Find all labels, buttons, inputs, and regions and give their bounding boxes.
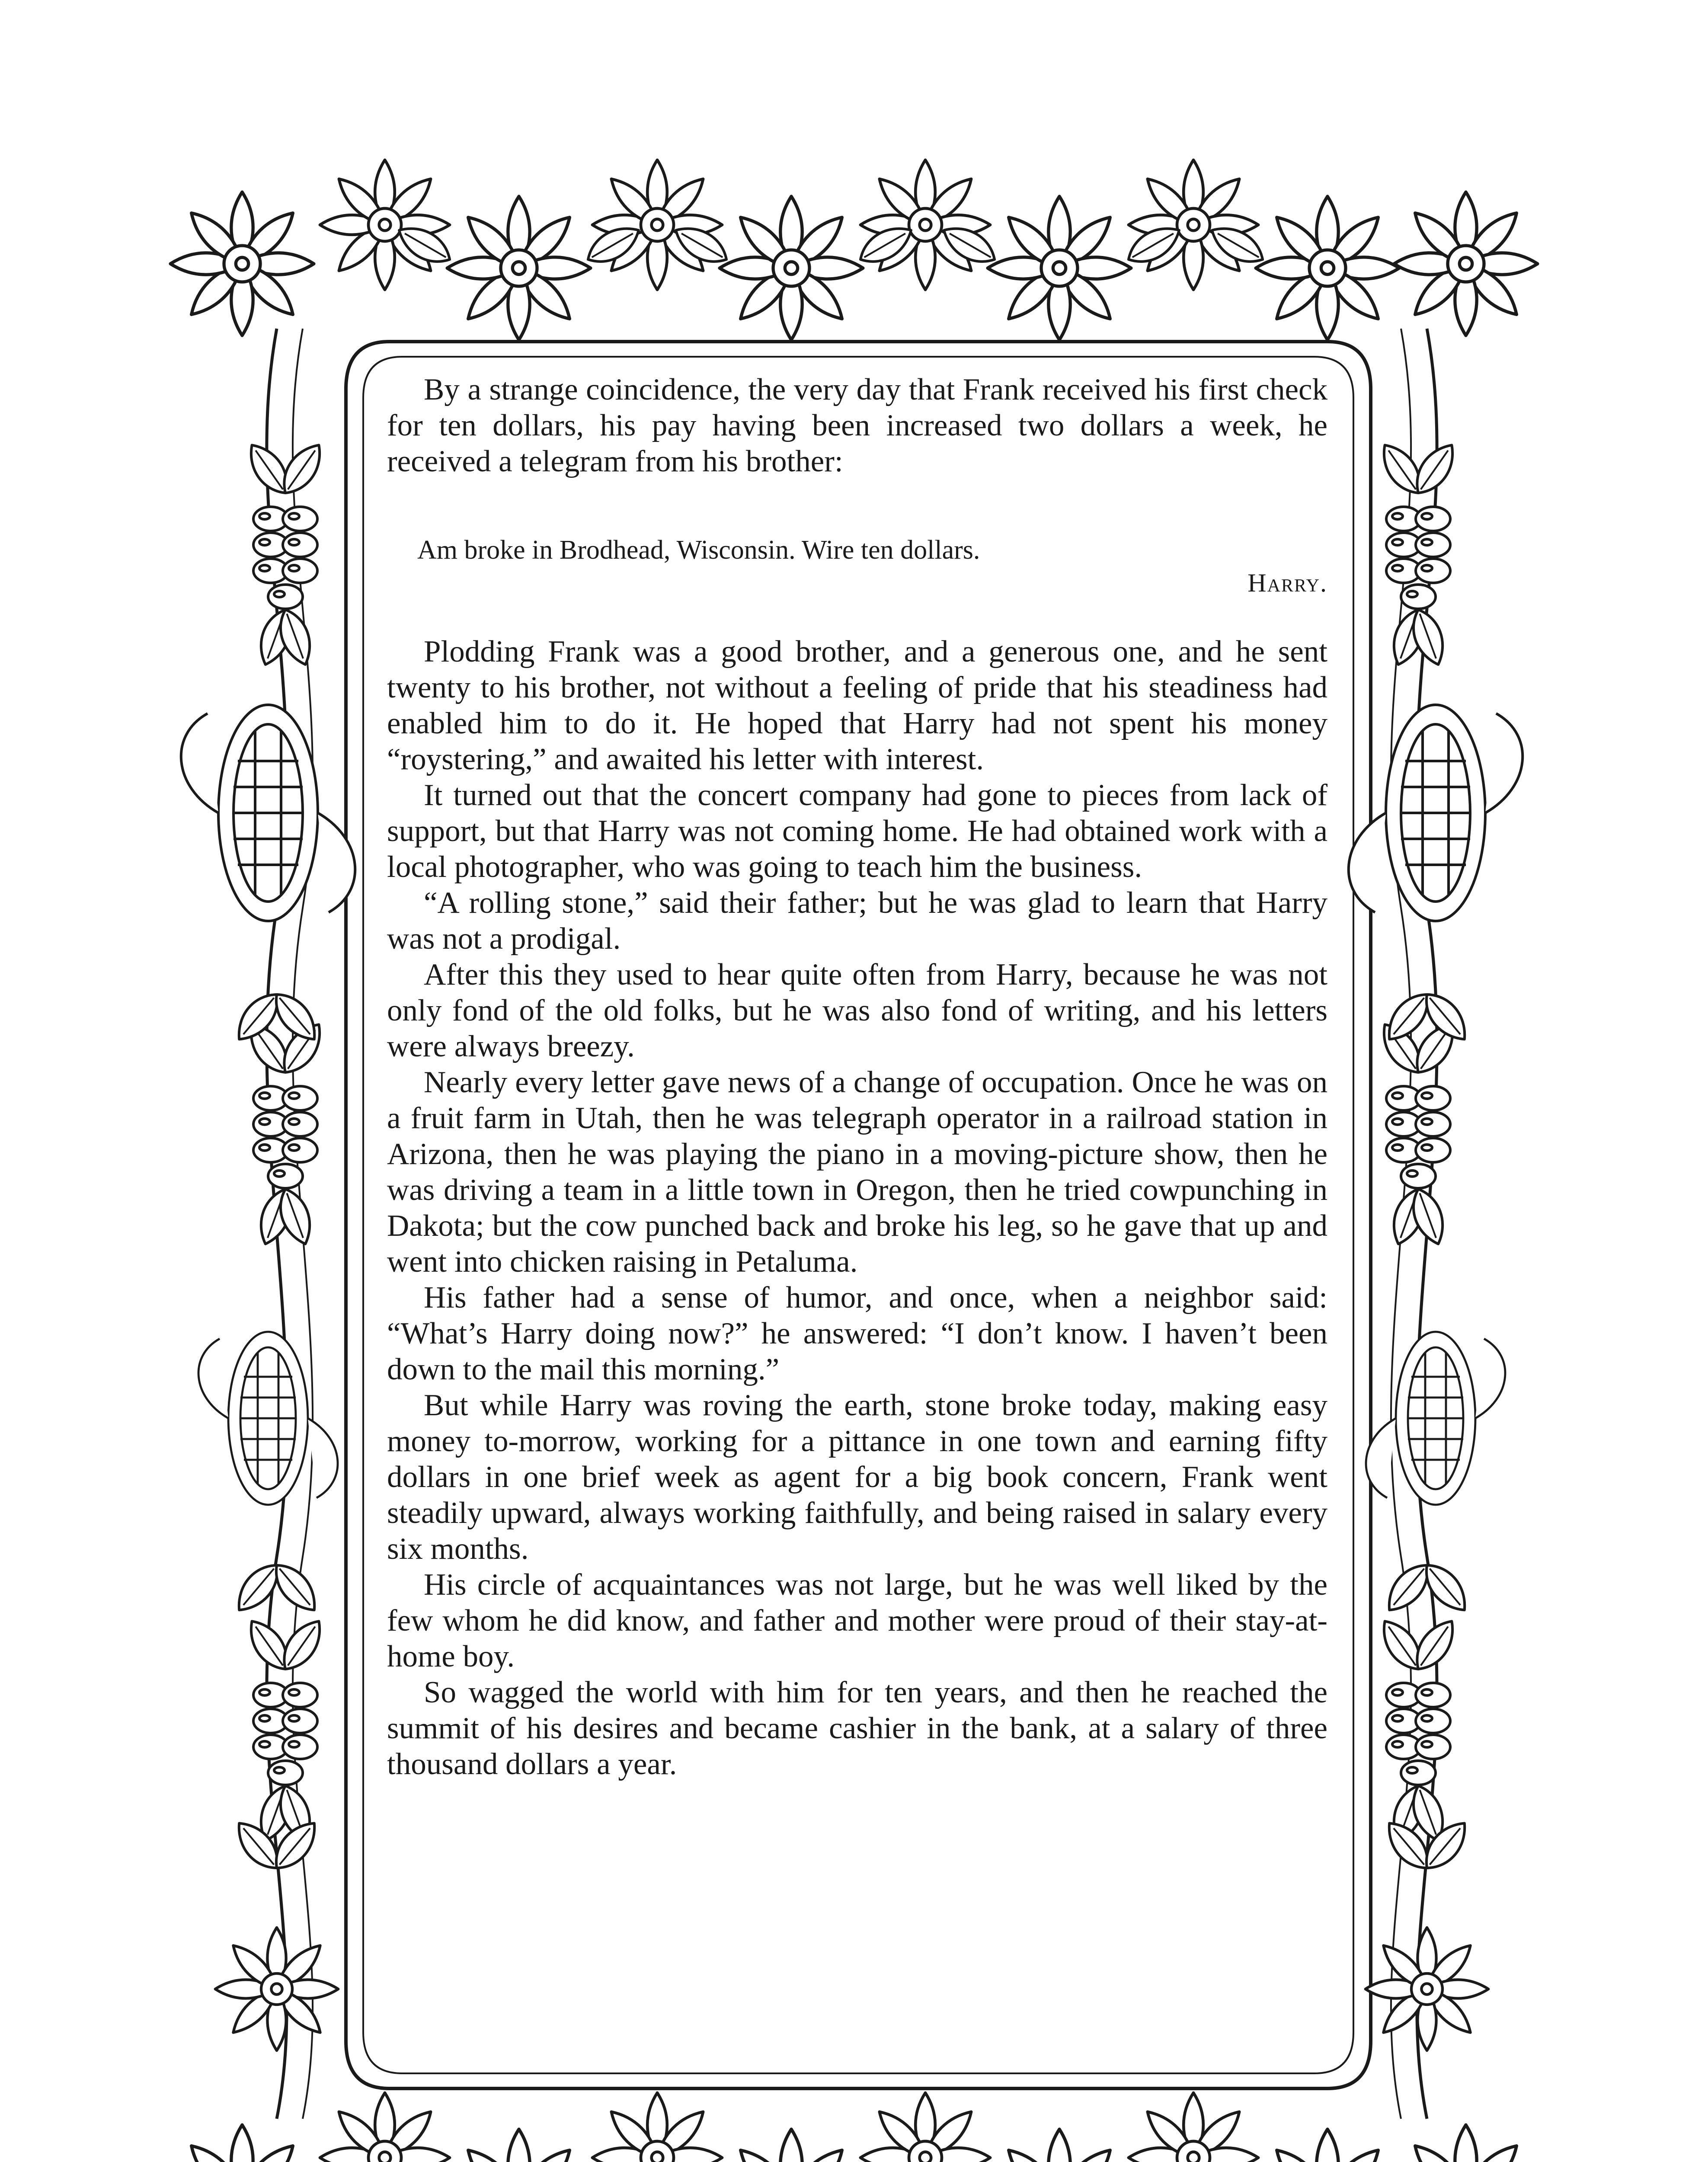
- paragraph: His circle of acquaintances was not large, but he was well liked by the few whom he did know, and father and mother were proud of their stay-at-home boy.: [387, 1568, 1327, 1673]
- paragraph: Plodding Frank was a good brother, and a generous one, and he sent twenty to his brother, not without a feeling of pride that his steadiness had enabled him to do it. He hoped that Harry had not spent his money “roystering,” and awaited his letter with interest.: [387, 635, 1327, 776]
- paragraph: So wagged the world with him for ten years, and then he reached the summit of his desires and became cashier in the bank, at a salary of three thousand dollars a year.: [387, 1676, 1327, 1781]
- paragraph: His father had a sense of humor, and once, when a neighbor said: “What’s Harry doing now?” he answered: “I don’t know. I haven’t been down to the mail this morning.”: [387, 1281, 1327, 1386]
- text-panel: [387, 372, 1327, 2071]
- paragraph: After this they used to hear quite often from Harry, because he was not only fond of the old folks, but he was also fond of writing, and his letters were always breezy.: [387, 958, 1327, 1063]
- paragraph: Nearly every letter gave news of a change of occupation. Once he was on a fruit farm in Utah, then he was telegraph operator in a railroad station in Arizona, then he was playing the piano in a moving-picture show, then he was driving a team in a little town in Oregon, then he tried cowpunching in Dakota; but the cow punched back and broke his leg, so he gave that up and went into chicken raising in Petaluma.: [387, 1065, 1327, 1279]
- telegram-signature: Harry.: [1247, 569, 1327, 597]
- paragraph: It turned out that the concert company had gone to pieces from lack of support, but that Harry was not coming home. He had obtained work with a local photographer, who was going to teach him the business.: [387, 778, 1327, 884]
- paragraph: “A rolling stone,” said their father; but he was glad to learn that Harry was not a prodigal.: [387, 886, 1327, 956]
- paragraph-intro: By a strange coincidence, the very day that Frank received his first check for ten dollars, his pay having been increased two dollars a week, he received a telegram from his brother:: [387, 373, 1327, 478]
- telegram-text: Am broke in Brodhead, Wisconsin. Wire ten dollars.: [417, 535, 980, 565]
- paragraph: But while Harry was roving the earth, stone broke today, making easy money to-morrow, working for a pittance in one town and earning fifty dollars in one brief week as agent for a big book concern, Frank went steadily upward, always working faithfully, and being raised in salary every six months.: [387, 1388, 1327, 1566]
